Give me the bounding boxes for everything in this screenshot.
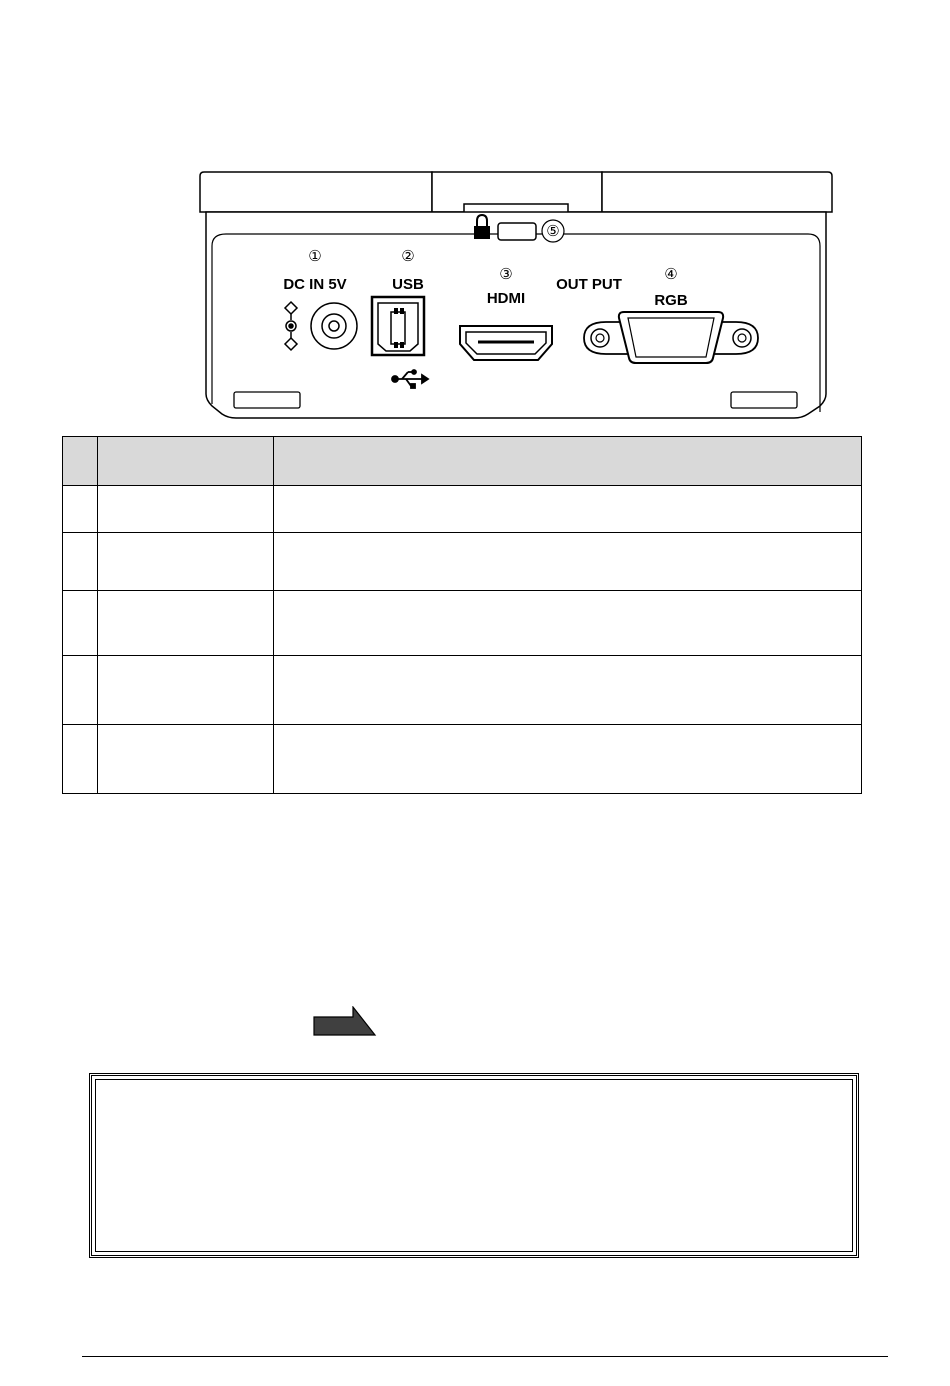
table-row bbox=[63, 591, 862, 656]
cell-name bbox=[98, 725, 274, 794]
port-5-number: ⑤ bbox=[546, 222, 560, 240]
header-cell-description bbox=[274, 437, 862, 486]
port-description-table bbox=[62, 436, 862, 794]
output-group-label: OUT PUT bbox=[556, 276, 622, 293]
port-4-number: ④ bbox=[664, 265, 678, 283]
table-row bbox=[63, 656, 862, 725]
cell-no bbox=[63, 656, 98, 725]
footer-divider bbox=[82, 1356, 888, 1357]
cell-name bbox=[98, 591, 274, 656]
security-slot bbox=[498, 223, 536, 240]
cell-no bbox=[63, 591, 98, 656]
foot-right bbox=[731, 392, 797, 408]
cell-description bbox=[274, 725, 862, 794]
cell-name bbox=[98, 656, 274, 725]
table-row bbox=[63, 486, 862, 533]
cell-description bbox=[274, 486, 862, 533]
cell-no bbox=[63, 725, 98, 794]
cell-description bbox=[274, 533, 862, 591]
note-box bbox=[89, 1073, 859, 1258]
foot-left bbox=[234, 392, 300, 408]
cell-description bbox=[274, 591, 862, 656]
cell-no bbox=[63, 533, 98, 591]
panel-body bbox=[206, 212, 826, 418]
port-3-number: ③ bbox=[499, 265, 513, 283]
port-4-label: RGB bbox=[654, 292, 688, 309]
table-header-row bbox=[63, 437, 862, 486]
cell-name bbox=[98, 486, 274, 533]
housing-top bbox=[200, 172, 832, 212]
cell-description bbox=[274, 656, 862, 725]
port-1-number: ① bbox=[308, 247, 322, 265]
port-2-number: ② bbox=[401, 247, 415, 265]
table-row bbox=[63, 725, 862, 794]
cell-name bbox=[98, 533, 274, 591]
table-row bbox=[63, 533, 862, 591]
port-1-label: DC IN 5V bbox=[283, 276, 347, 293]
device-rear-panel-illustration bbox=[196, 168, 838, 432]
port-3-label: HDMI bbox=[486, 290, 526, 307]
cell-no bbox=[63, 486, 98, 533]
header-cell-name bbox=[98, 437, 274, 486]
port-2-label: USB bbox=[392, 276, 424, 293]
arrow-right-icon bbox=[313, 1006, 377, 1036]
header-cell-no bbox=[63, 437, 98, 486]
